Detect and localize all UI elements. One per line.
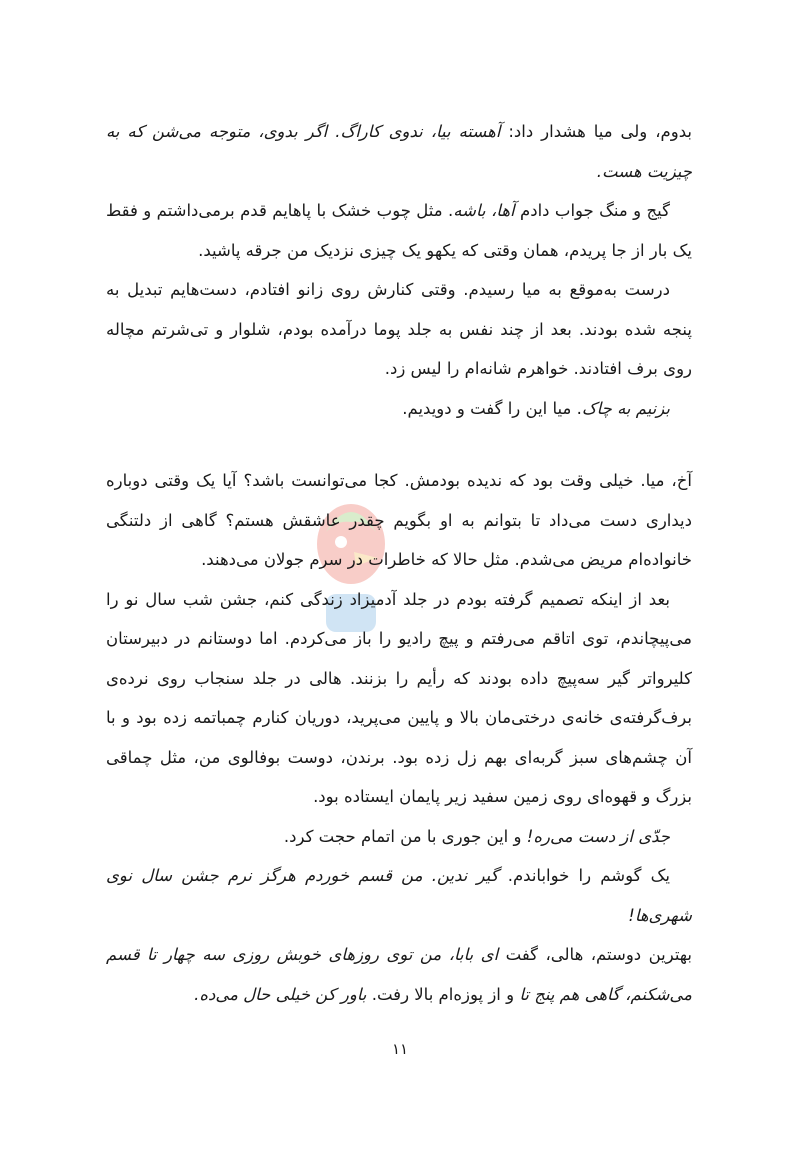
dialogue-italic: گیر ندین. من قسم خوردم هرگز نرم جشن سال نوی شهری‌ها!: [106, 866, 692, 925]
dialogue-italic: باور کن خیلی حال می‌ده.: [194, 984, 367, 1004]
dialogue-italic: آهسته بیا، ندوی کاراگ. اگر بدوی، متوجه می‌شن که به چیزیت هست.: [106, 122, 692, 181]
text-section-1: [106, 112, 692, 428]
paragraph-text: و از پوزه‌ام بالا رفت.: [366, 984, 520, 1004]
paragraph: [106, 461, 692, 580]
dialogue-italic: بزنیم به چاک: [581, 398, 670, 418]
paragraph: [106, 270, 692, 389]
text-section-2: [106, 461, 692, 1014]
dialogue-italic: ای بابا، من توی روزهای خوبش روزی سه چهار تا قسم می‌شکنم، گاهی هم پنج تا: [106, 945, 692, 1004]
paragraph-text: آخ، میا. خیلی وقت بود که ندیده بودمش. کجا می‌توانست باشد؟ آیا یک وقتی دوباره دیداری دست می‌داد تا بتوانم به او بگویم چقدر عاشقش هستم؟ گاهی از دلتنگی خانواده‌ام مریض می‌شدم. مثل حالا که خاطرات در سرم جولان می‌دهند.: [106, 471, 692, 569]
paragraph-text: درست به‌موقع به میا رسیدم. وقتی کنارش روی زانو افتادم، دست‌هایم تبدیل به پنجه شده بودند. بعد از چند نفس به جلد پوما درآمده بودم، شلوار و تی‌شرتم مچاله روی برف افتادند. خواهرم شانه‌ام را لیس زد.: [106, 280, 692, 378]
dialogue-italic: جدّی از دست می‌ره!: [526, 826, 670, 846]
paragraph: [106, 580, 692, 817]
paragraph-text: . میا این را گفت و دویدیم.: [402, 398, 582, 418]
page-number: ۱۱: [391, 1040, 409, 1058]
paragraph: [106, 191, 692, 270]
paragraph: [106, 856, 692, 935]
paragraph-text: . مثل چوب خشک با پاهایم قدم برمی‌داشتم و فقط یک بار از جا پریدم، همان وقتی که یکهو یک چیزی نزدیک من جرقه پاشید.: [106, 201, 692, 260]
paragraph: [106, 389, 692, 429]
dialogue-italic: آها، باشه: [453, 201, 515, 220]
paragraph-text: بدوم، ولی میا هشدار داد:: [500, 122, 692, 141]
paragraph-text: و این جوری با من اتمام حجت کرد.: [283, 826, 527, 846]
paragraph: [106, 112, 692, 191]
paragraph-text: بعد از اینکه تصمیم گرفته بودم در جلد آدمیزاد زندگی کنم، جشن شب سال نو را می‌پیچاندم، توی اتاقم می‌رفتم و پیچ رادیو را باز می‌کردم. اما دوستانم در دبیرستان کلیرواتر گیر سه‌پیچ داده بودند که رأیم را بزنند. هالی در جلد سنجاب روی نرده‌ی برف‌گرفته‌ی خانه‌ی درختی‌مان بالا و پایین می‌پرید، دوریان کنارم چمباتمه زده بود و با آن چشم‌های سبز گربه‌ای بهم زل زده بود. برندن، دوست بوفالوی من، مثل چماقی بزرگ و قهوه‌ای روی زمین سفید زیر پایمان ایستاده بود.: [106, 589, 692, 806]
paragraph-text: گیج و منگ جواب دادم: [514, 201, 670, 220]
paragraph-text: بهترین دوستم، هالی، گفت: [498, 945, 693, 964]
paragraph-text: یک گوشم را خواباندم.: [498, 866, 671, 885]
paragraph: [106, 935, 692, 1014]
paragraph: [106, 817, 692, 857]
